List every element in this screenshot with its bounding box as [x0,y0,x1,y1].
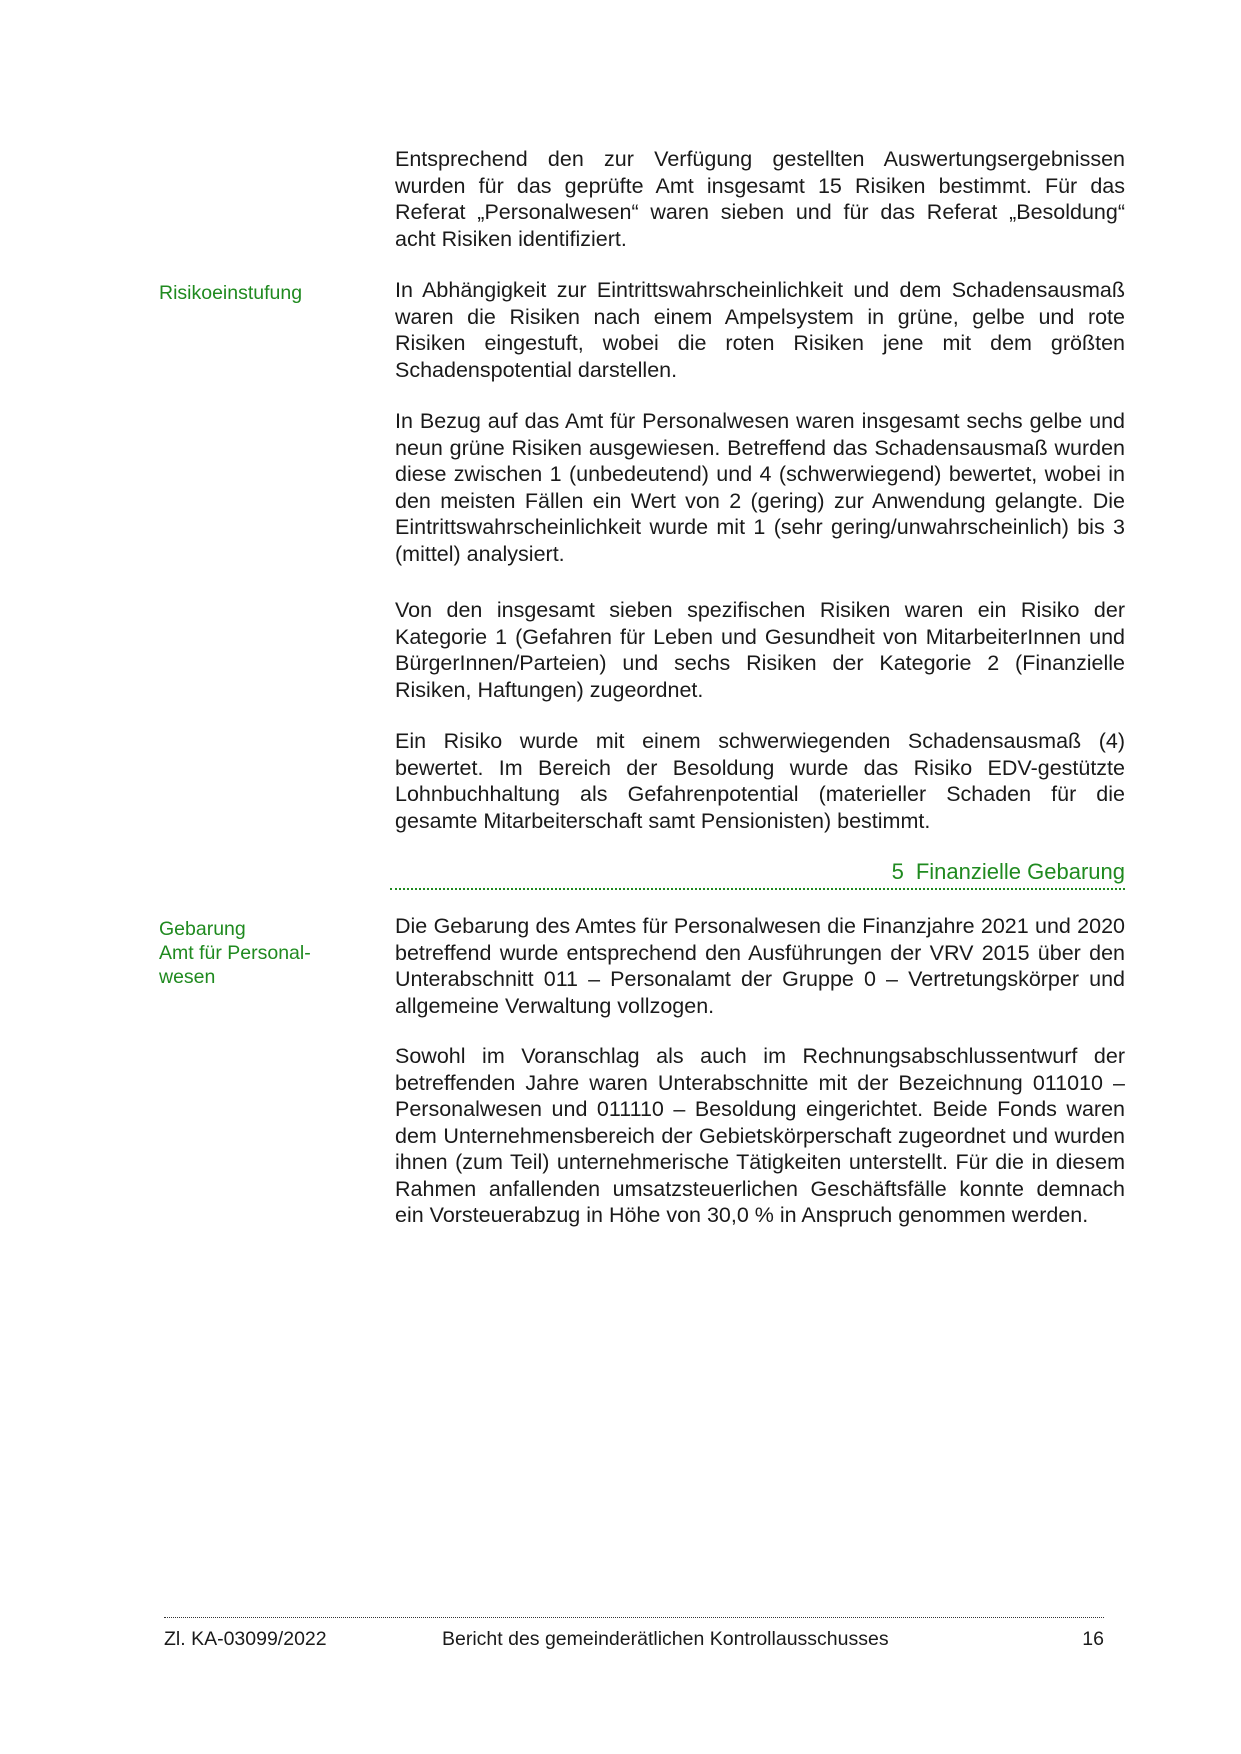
paragraph-gebarung: Die Gebarung des Amtes für Personalwesen die Finanzjahre 2021 und 2020 betreffend wurde entsprechend den Ausführungen der VRV 2015 über den Unterabschnitt 011 – Personalamt der Gruppe 0 – Vertretungskörper und allgemeine Verwaltung vollzogen. [395,914,1125,1018]
section-number: 5 [891,859,904,884]
footer-report-title: Bericht des gemeinderätlichen Kontrollausschusses [442,1628,889,1650]
paragraph-personalwesen-risks: In Bezug auf das Amt für Personalwesen waren insgesamt sechs gelbe und neun grüne Risiken ausgewiesen. Betreffend das Schadensausmaß wurden diese zwischen 1 (unbedeutend) und 4 (schwerwiegend) bewertet, wobei in den meisten Fällen ein Wert von 2 (gering) zur Anwendung gelangte. Die Eintrittswahrscheinlichkeit wurde mit 1 (sehr gering/unwahrscheinlich) bis 3 (mittel) analysiert. [395,409,1125,566]
margin-note-gebarung-line1: Gebarung [159,918,246,940]
paragraph-risk-classification: In Abhängigkeit zur Eintrittswahrscheinlichkeit und dem Schadensausmaß waren die Risiken nach einem Ampelsystem in grüne, gelbe und rote Risiken eingestuft, wobei die roten Risiken jene mit dem größten Schadenspotential darstellen. [395,278,1125,382]
footer-reference: Zl. KA-03099/2022 [164,1628,327,1650]
paragraph-risk-count: Entsprechend den zur Verfügung gestellten Auswertungsergebnissen wurden für das geprüfte Amt insgesamt 15 Risiken bestimmt. Für das Referat „Personalwesen“ waren sieben und für das Referat „Besoldung“ acht Risiken identifiziert. [395,147,1125,251]
paragraph-specific-risks: Von den insgesamt sieben spezifischen Risiken waren ein Risiko der Kategorie 1 (Gefahren für Leben und Gesundheit von MitarbeiterInnen und BürgerInnen/Parteien) und sechs Risiken der Kategorie 2 (Finanzielle Risiken, Haftungen) zugeordnet. [395,598,1125,702]
section-title: Finanzielle Gebarung [915,859,1125,884]
footer-page-number: 16 [1082,1628,1104,1650]
margin-note-risikoeinstufung: Risikoeinstufung [159,282,303,304]
paragraph-severe-risk: Ein Risiko wurde mit einem schwerwiegenden Schadensausmaß (4) bewertet. Im Bereich der Besoldung wurde das Risiko EDV-gestützte Lohnbuchhaltung als Gefahrenpotential (materieller Schaden für die gesamte Mitarbeiterschaft samt Pensionisten) bestimmt. [395,729,1125,833]
footer-divider [164,1617,1104,1618]
margin-note-gebarung-line3: wesen [159,966,216,988]
section-heading [390,858,1125,890]
paragraph-voranschlag: Sowohl im Voranschlag als auch im Rechnungsabschlussentwurf der betreffenden Jahre waren Unterabschnitte mit der Bezeichnung 011010 – Personalwesen und 011110 – Besoldung eingerichtet. Beide Fonds waren dem Unternehmensbereich der Gebietskörperschaft zugeordnet und wurden ihnen (zum Teil) unternehmerische Tätigkeiten unterstellt. Für die in diesem Rahmen anfallenden umsatzsteuerlichen Geschäftsfälle konnte demnach ein Vorsteuerabzug in Höhe von 30,0 % in Anspruch genommen werden. [395,1044,1125,1227]
margin-note-gebarung-line2: Amt für Personal- [159,942,311,964]
margin-note-gebarung [159,917,359,989]
